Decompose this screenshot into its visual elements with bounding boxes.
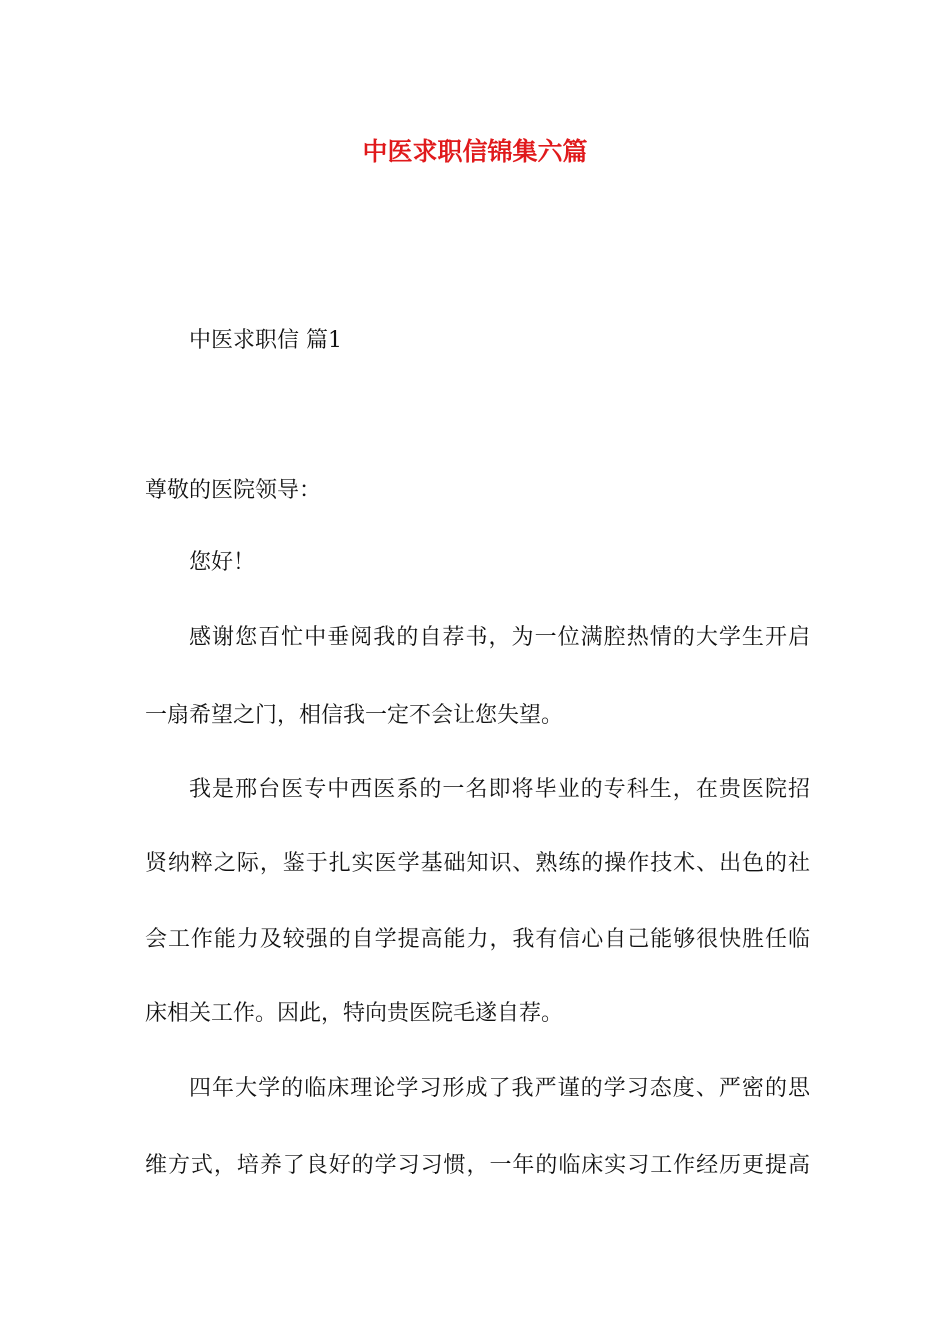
paragraph-line: 感谢您百忙中垂阅我的自荐书，为一位满腔热情的大学生开启 <box>189 625 810 650</box>
paragraph-line: 贤纳粹之际，鉴于扎实医学基础知识、熟练的操作技术、出色的社 <box>145 851 810 876</box>
paragraph-line: 床相关工作。因此，特向贵医院毛遂自荐。 <box>145 1001 564 1026</box>
paragraph-line: 一扇希望之门，相信我一定不会让您失望。 <box>145 703 564 728</box>
paragraph-line: 维方式，培养了良好的学习习惯，一年的临床实习工作经历更提高 <box>145 1153 810 1178</box>
paragraph-line: 会工作能力及较强的自学提高能力，我有信心自己能够很快胜任临 <box>145 927 810 952</box>
greeting: 您好！ <box>189 550 256 575</box>
paragraph-line: 我是邢台医专中西医系的一名即将毕业的专科生，在贵医院招 <box>189 777 810 802</box>
paragraph-line: 四年大学的临床理论学习形成了我严谨的学习态度、严密的思 <box>189 1076 810 1101</box>
section-heading: 中医求职信 篇1 <box>189 328 342 353</box>
salutation: 尊敬的医院领导： <box>145 478 322 503</box>
document-title: 中医求职信锦集六篇 <box>362 137 588 166</box>
